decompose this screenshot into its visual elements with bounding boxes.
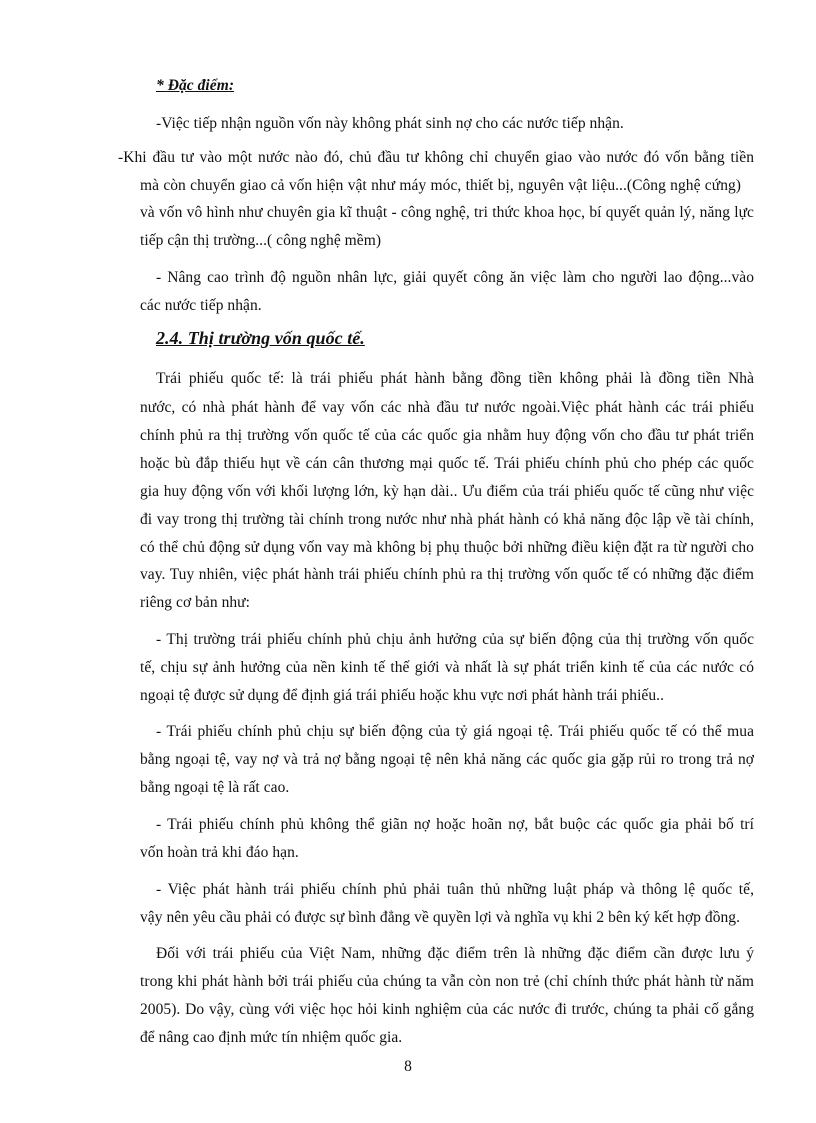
bond-intro-line: nước, có nhà phát hành để vay vốn các nhà đầu tư nước ngoài.Việc phát hành các trái phiếu <box>140 399 754 416</box>
feature-para3-line: - Nâng cao trình độ nguồn nhân lực, giải quyết công ăn việc làm cho người lao động...vào <box>156 269 754 286</box>
bond-intro-line: riêng cơ bản như: <box>140 594 250 611</box>
bond-point4-line: - Việc phát hành trái phiếu chính phủ phải tuân thủ những luật pháp và thông lệ quốc tế, <box>156 881 754 898</box>
conclusion-line: để nâng cao định mức tín nhiệm quốc gia. <box>140 1029 403 1046</box>
feature-para1-line: -Việc tiếp nhận nguồn vốn này không phát sinh nợ cho các nước tiếp nhận. <box>156 115 624 132</box>
bond-point2-line: bằng ngoại tệ, vay nợ và trả nợ bằng ngoại tệ nên khả năng các quốc gia gặp rủi ro trong trả nợ <box>140 751 754 768</box>
bond-point2-line: - Trái phiếu chính phủ chịu sự biến động của tỷ giá ngoại tệ. Trái phiếu quốc tế có thể mua <box>156 723 754 740</box>
feature-para2-line: mà còn chuyển giao cả vốn hiện vật như máy móc, thiết bị, nguyên vật liệu...(Công nghệ cứng) <box>140 177 741 194</box>
feature-para3-line: các nước tiếp nhận. <box>140 297 262 314</box>
bond-intro-line: chính phủ ra thị trường vốn quốc tế của các quốc gia nhằm huy động vốn cho đầu tư phát triển <box>140 427 754 444</box>
bond-intro-line: gia huy động vốn với khối lượng lớn, kỳ hạn dài.. Ưu điểm của trái phiếu quốc tế cũng như việc <box>140 483 754 500</box>
conclusion-line: 2005). Do vậy, cùng với việc học hỏi kinh nghiệm của các nước đi trước, chúng ta phải cố gắng <box>140 1001 754 1018</box>
conclusion-line: trong khi phát hành bởi trái phiếu của chúng ta vẫn còn non trẻ (chỉ chính thức phát hành từ năm <box>140 973 754 990</box>
bond-point1-line: tế, chịu sự ảnh hưởng của nền kinh tế thế giới và nhất là sự phát triển kinh tế của các nước có <box>140 659 754 676</box>
bond-intro-line: đi vay trong thị trường tài chính trong nước như nhà phát hành có khả năng độc lập về tài chính, <box>140 511 754 528</box>
bond-point3-line: - Trái phiếu chính phủ không thể giãn nợ hoặc hoãn nợ, bắt buộc các quốc gia phải bố trí <box>156 816 754 833</box>
conclusion-line: Đối với trái phiếu của Việt Nam, những đặc điểm trên là những đặc điểm cần được lưu ý <box>156 945 754 962</box>
bond-intro-line: Trái phiếu quốc tế: là trái phiếu phát hành bằng đồng tiền không phải là đồng tiền Nhà <box>156 370 754 387</box>
bond-point4-line: vậy nên yêu cầu phải có được sự bình đẳng về quyền lợi và nghĩa vụ khi 2 bên ký kết hợp đồng. <box>140 909 741 926</box>
feature-label: * Đặc điểm: <box>156 77 235 94</box>
feature-para2-line: và vốn vô hình như chuyên gia kĩ thuật - công nghệ, tri thức khoa học, bí quyết quản lý, năng lực <box>140 204 754 221</box>
section-heading: 2.4. Thị trường vốn quốc tế. <box>156 328 365 348</box>
feature-para2-line: -Khi đầu tư vào một nước nào đó, chủ đầu tư không chỉ chuyển giao vào nước đó vốn bằng tiền <box>118 149 754 166</box>
bond-point1-line: ngoại tệ được sử dụng để định giá trái phiếu hoặc khu vực nơi phát hành trái phiếu.. <box>140 687 665 704</box>
bond-point1-line: - Thị trường trái phiếu chính phủ chịu ảnh hưởng của sự biến động của thị trường vốn quốc <box>156 631 754 648</box>
bond-point2-line: bằng ngoại tệ là rất cao. <box>140 779 290 796</box>
feature-para2-line: tiếp cận thị trường...( công nghệ mềm) <box>140 232 382 249</box>
bond-intro-line: có thể chủ động sử dụng vốn vay mà không bị phụ thuộc bởi những điều kiện đặt ra từ người cho <box>140 539 754 556</box>
bond-intro-line: hoặc bù đắp thiếu hụt về cán cân thương mại quốc tế. Trái phiếu chính phủ cho phép các quốc <box>140 455 754 472</box>
bond-point3-line: vốn hoàn trả khi đáo hạn. <box>140 844 299 861</box>
page-number: 8 <box>404 1058 412 1075</box>
bond-intro-line: vay. Tuy nhiên, việc phát hành trái phiếu chính phủ ra thị trường vốn quốc tế có những đặc điểm <box>140 566 754 583</box>
